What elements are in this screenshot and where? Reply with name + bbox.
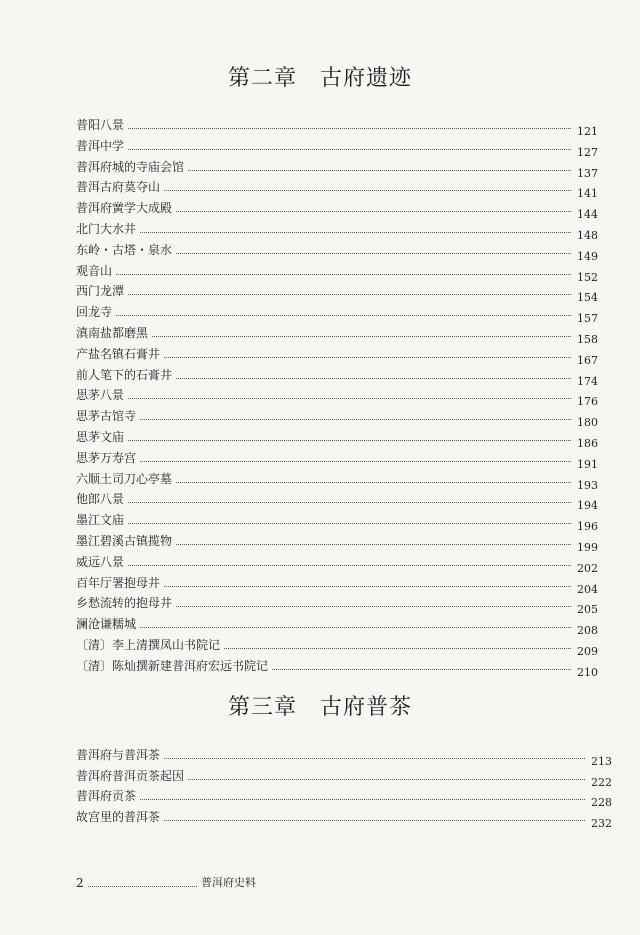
toc-entry[interactable] <box>76 299 598 326</box>
toc-entry-title: 思茅古馆寺 <box>76 409 137 424</box>
toc-entry[interactable] <box>76 154 598 180</box>
toc-leader-dots <box>128 128 571 129</box>
toc-entry-page: 137 <box>577 166 598 180</box>
toc-leader-dots <box>188 170 571 171</box>
toc-leader-dots <box>116 274 571 275</box>
toc-entry[interactable] <box>76 804 612 830</box>
toc-leader-dots <box>140 419 571 420</box>
toc-entry-title: 乡愁流转的抱母井 <box>76 596 173 611</box>
toc-entry[interactable] <box>76 783 612 809</box>
chapter-3-title: 第三章 古府普茶 <box>227 695 412 720</box>
toc-leader-dots <box>176 378 571 379</box>
toc-entry[interactable] <box>76 611 598 638</box>
toc-leader-dots <box>164 190 571 191</box>
toc-entry-title: 澜沧谦糯城 <box>76 617 137 632</box>
toc-entry-title: 普阳八景 <box>76 118 125 132</box>
toc-entry[interactable] <box>76 362 598 388</box>
toc-entry-title: 观音山 <box>76 263 113 278</box>
toc-entry-page: 213 <box>591 755 612 768</box>
toc-entry-page: 196 <box>577 520 598 534</box>
toc-leader-dots <box>164 820 585 821</box>
toc-leader-dots <box>140 799 585 800</box>
toc-leader-dots <box>272 669 571 670</box>
toc-entry-title: 普洱古府莫夺山 <box>76 180 161 195</box>
toc-entry-page: 157 <box>577 312 598 326</box>
toc-entry-page: 209 <box>577 645 598 658</box>
toc-leader-dots <box>176 606 571 607</box>
footer-leader-dots <box>88 886 197 887</box>
toc-entry-title: 墨江文庙 <box>76 513 125 528</box>
toc-entry-page: 191 <box>577 457 598 471</box>
toc-leader-dots <box>224 648 571 649</box>
toc-entry-page: 121 <box>577 125 598 138</box>
toc-entry-page: 144 <box>577 208 598 222</box>
toc-leader-dots <box>188 779 585 780</box>
toc-entry[interactable] <box>76 278 598 305</box>
toc-entry[interactable] <box>76 570 598 596</box>
toc-entry-page: 127 <box>577 145 598 159</box>
toc-entry-page: 141 <box>577 187 598 201</box>
toc-entry-page: 148 <box>577 229 598 242</box>
toc-entry-title: 东岭・古塔・泉水 <box>76 242 173 257</box>
toc-entry-title: 前人笔下的石膏井 <box>76 367 173 382</box>
toc-entry[interactable] <box>76 258 598 284</box>
toc-entry-page: 199 <box>577 541 598 554</box>
toc-leader-dots <box>164 357 571 358</box>
toc-leader-dots <box>164 586 571 587</box>
toc-entry-page: 210 <box>577 665 598 679</box>
toc-entry[interactable] <box>76 133 598 159</box>
toc-entry[interactable] <box>76 445 598 471</box>
toc-entry-page: 186 <box>577 437 598 450</box>
toc-leader-dots <box>152 336 571 337</box>
toc-leader-dots <box>176 544 571 545</box>
toc-entry-page: 154 <box>577 291 598 305</box>
toc-leader-dots <box>176 482 571 483</box>
toc-entry-title: 普洱府黉学大成殿 <box>76 201 173 216</box>
toc-entry[interactable] <box>76 320 598 346</box>
toc-entry-page: 222 <box>591 775 612 789</box>
toc-entry-title: 普洱府贡茶 <box>76 789 137 803</box>
toc-leader-dots <box>128 523 571 524</box>
toc-entry-title: 北门大水井 <box>76 222 137 236</box>
toc-entry[interactable] <box>76 112 598 138</box>
toc-leader-dots <box>128 502 571 503</box>
toc-entry-title: 故宫里的普洱茶 <box>76 809 161 824</box>
toc-entry-title: 普洱中学 <box>76 138 125 153</box>
toc-entry[interactable] <box>76 528 598 554</box>
footer-book-title: 普洱府史料 <box>201 876 256 889</box>
toc-entry[interactable] <box>76 174 598 201</box>
toc-entry[interactable] <box>76 341 598 367</box>
toc-entry-page: 232 <box>591 816 612 830</box>
toc-entry-page: 149 <box>577 249 598 263</box>
toc-entry-title: 回龙寺 <box>76 305 113 320</box>
page-footer <box>76 874 256 890</box>
toc-entry[interactable] <box>76 424 598 450</box>
toc-leader-dots <box>176 253 571 254</box>
toc-entry-page: 205 <box>577 603 598 617</box>
toc-leader-dots <box>128 294 571 295</box>
toc-leader-dots <box>176 211 571 212</box>
toc-entry-page: 174 <box>577 374 598 388</box>
toc-leader-dots <box>140 232 571 233</box>
toc-entry-title: 思茅文庙 <box>76 430 125 444</box>
toc-entry-title: 产盐名镇石膏井 <box>76 346 161 361</box>
toc-entry-page: 193 <box>577 478 598 492</box>
footer-page-number: 2 <box>76 876 84 890</box>
toc-entry-title: 思茅八景 <box>76 388 125 403</box>
toc-entry-title: 思茅万寿宫 <box>76 450 137 465</box>
toc-leader-dots <box>116 315 571 316</box>
toc-entry-title: 他郎八景 <box>76 492 125 507</box>
toc-entry-page: 194 <box>577 499 598 513</box>
toc-entry[interactable] <box>76 382 598 409</box>
toc-entry[interactable] <box>76 403 598 430</box>
toc-entry-title: 滇南盐都磨黑 <box>76 326 149 340</box>
toc-leader-dots <box>164 758 585 759</box>
toc-entry-title: 普洱府城的寺庙会馆 <box>76 159 185 174</box>
toc-entry-page: 208 <box>577 624 598 638</box>
toc-entry-title: 百年厅署抱母井 <box>76 575 161 590</box>
toc-entry[interactable] <box>76 237 598 263</box>
toc-entry-page: 180 <box>577 416 598 430</box>
toc-entry-title: 普洱府与普洱茶 <box>76 748 161 762</box>
toc-entry[interactable] <box>76 486 598 513</box>
toc-entry-page: 176 <box>577 395 598 409</box>
toc-entry[interactable] <box>76 742 612 768</box>
toc-leader-dots <box>128 565 571 566</box>
toc-entry[interactable] <box>76 507 598 534</box>
toc-leader-dots <box>140 627 571 628</box>
toc-entry-page: 204 <box>577 582 598 596</box>
toc-entry-title: 普洱府普洱贡茶起因 <box>76 768 185 783</box>
toc-leader-dots <box>128 149 571 150</box>
toc-leader-dots <box>128 440 571 441</box>
toc-entry[interactable] <box>76 195 598 222</box>
toc-entry-page: 167 <box>577 353 598 367</box>
toc-entry[interactable] <box>76 763 612 789</box>
toc-entry-page: 158 <box>577 333 598 346</box>
toc-entry-title: 〔清〕李上清撰凤山书院记 <box>76 638 221 652</box>
toc-entry-page: 228 <box>591 796 612 809</box>
toc-entry-title: 六顺土司刀心亭墓 <box>76 471 173 486</box>
toc-entry[interactable] <box>76 216 598 242</box>
toc-entry[interactable] <box>76 466 598 492</box>
toc-entry[interactable] <box>76 549 598 575</box>
toc-entry-page: 152 <box>577 270 598 284</box>
chapter-2-title: 第二章 古府遗迹 <box>227 66 412 91</box>
toc-entry-title: 墨江碧溪古镇揽物 <box>76 534 173 548</box>
toc-entry[interactable] <box>76 653 598 679</box>
toc-entry[interactable] <box>76 632 598 658</box>
toc-leader-dots <box>128 398 571 399</box>
toc-entry-title: 威远八景 <box>76 554 125 569</box>
toc-entry-title: 〔清〕陈灿撰新建普洱府宏远书院记 <box>76 658 269 673</box>
toc-entry-page: 202 <box>577 561 598 575</box>
toc-entry[interactable] <box>76 590 598 617</box>
toc-leader-dots <box>140 461 571 462</box>
toc-entry-title: 西门龙潭 <box>76 284 125 299</box>
